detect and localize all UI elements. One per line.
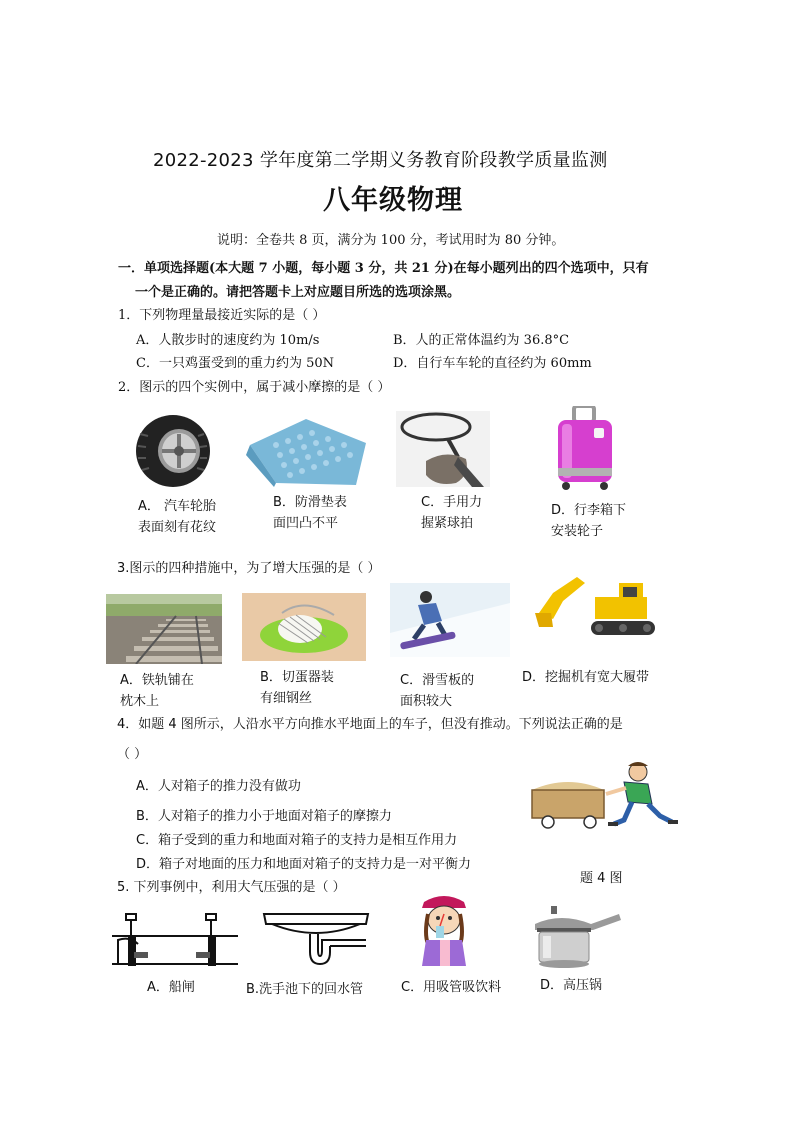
q2-caption-d-line1: D．行李箱下 bbox=[551, 503, 627, 518]
q2-caption-a-line1: A． 汽车轮胎 bbox=[138, 499, 217, 514]
q2-caption-d-line2: 安装轮子 bbox=[551, 524, 604, 539]
q1-option-a: A．人散步时的速度约为 10m/s bbox=[136, 333, 320, 348]
exam-title: 2022-2023 学年度第二学期义务教育阶段教学质量监测 bbox=[153, 150, 608, 171]
q3-stem: 3.图示的四种措施中，为了增大压强的是（ ） bbox=[117, 561, 381, 576]
q2-caption-c-line1: C．手用力 bbox=[421, 495, 483, 510]
q2-caption-d bbox=[551, 500, 626, 542]
push-cart-image bbox=[528, 760, 680, 830]
q1-option-d: D．自行车车轮的直径约为 60mm bbox=[393, 356, 592, 371]
subject-title: 八年级物理 bbox=[323, 185, 463, 216]
q5-option-b: B.洗手池下的回水管 bbox=[246, 982, 364, 997]
q3-caption-a bbox=[120, 670, 194, 712]
sink-drain-image bbox=[262, 910, 370, 972]
q4-option-b: B．人对箱子的推力小于地面对箱子的摩擦力 bbox=[136, 809, 392, 824]
egg-cutter-image bbox=[242, 593, 366, 661]
q2-caption-b bbox=[273, 492, 347, 534]
section1-heading-line2: 一个是正确的。请把答题卡上对应题目所选的选项涂黑。 bbox=[135, 285, 461, 300]
ship-lock-image bbox=[112, 910, 238, 972]
q3-caption-d: D．挖掘机有宽大履带 bbox=[522, 670, 650, 685]
q1-option-c: C．一只鸡蛋受到的重力约为 50N bbox=[136, 356, 334, 371]
q2-caption-b-line1: B．防滑垫表 bbox=[273, 495, 347, 510]
q2-caption-a bbox=[138, 496, 216, 538]
q3-caption-a-line2: 枕木上 bbox=[120, 694, 160, 709]
q3-caption-b-line1: B．切蛋器装 bbox=[260, 670, 334, 685]
anti-slip-mat-image bbox=[246, 415, 368, 487]
section1-heading-line1: 一．单项选择题(本大题 7 小题，每小题 3 分，共 21 分)在每小题列出的四个选项中，只有 bbox=[118, 261, 649, 276]
q5-option-d: D．高压锅 bbox=[540, 978, 603, 993]
q2-caption-c-line2: 握紧球拍 bbox=[421, 516, 474, 531]
q4-paren: （ ） bbox=[117, 747, 148, 762]
q5-option-a: A．船闸 bbox=[147, 980, 195, 995]
q1-stem: 1．下列物理量最接近实际的是（ ） bbox=[118, 308, 326, 323]
q3-caption-b-line2: 有细钢丝 bbox=[260, 691, 313, 706]
q3-caption-a-line1: A．铁轨铺在 bbox=[120, 673, 194, 688]
racket-grip-image bbox=[396, 411, 490, 487]
tire-image bbox=[134, 414, 212, 488]
pressure-cooker-image bbox=[531, 904, 621, 970]
q4-figure-caption: 题 4 图 bbox=[580, 871, 623, 886]
railway-image bbox=[106, 594, 222, 664]
q1-option-b: B．人的正常体温约为 36.8°C bbox=[393, 333, 570, 348]
q3-caption-c-line1: C．滑雪板的 bbox=[400, 673, 475, 688]
exam-note: 说明：全卷共 8 页，满分为 100 分，考试用时为 80 分钟。 bbox=[217, 233, 565, 248]
snowboard-image bbox=[390, 583, 510, 657]
excavator-image bbox=[533, 569, 661, 639]
q5-option-c: C．用吸管吸饮料 bbox=[401, 980, 502, 995]
q3-caption-c bbox=[400, 670, 474, 712]
q4-option-c: C．箱子受到的重力和地面对箱子的支持力是相互作用力 bbox=[136, 833, 458, 848]
q5-stem: 5. 下列事例中，利用大气压强的是（ ） bbox=[117, 880, 346, 895]
q2-caption-a-line2: 表面刻有花纹 bbox=[138, 520, 217, 535]
q3-caption-b bbox=[260, 667, 334, 709]
q2-caption-b-line2: 面凹凸不平 bbox=[273, 516, 339, 531]
drinking-straw-image bbox=[414, 894, 476, 968]
q3-caption-c-line2: 面积较大 bbox=[400, 694, 453, 709]
q2-stem: 2．图示的四个实例中，属于减小摩擦的是（ ） bbox=[118, 380, 391, 395]
q4-stem: 4．如题 4 图所示，人沿水平方向推水平地面上的车子，但没有推动。下列说法正确的是 bbox=[117, 717, 623, 732]
suitcase-image bbox=[554, 406, 616, 490]
q4-option-a: A．人对箱子的推力没有做功 bbox=[136, 779, 301, 794]
q4-option-d: D．箱子对地面的压力和地面对箱子的支持力是一对平衡力 bbox=[136, 857, 472, 872]
q2-caption-c bbox=[421, 492, 482, 534]
